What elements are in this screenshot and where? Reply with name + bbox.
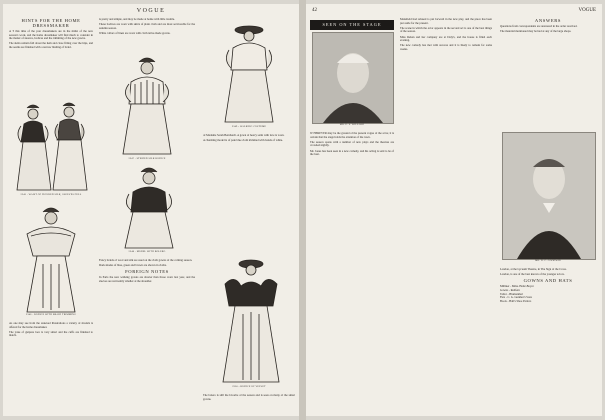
portrait-photo <box>312 32 394 124</box>
list-item: Milliner - Mme. Heitz-Boyer <box>500 284 534 289</box>
list-item: Tailor - Blumenthal <box>500 291 523 296</box>
column-left-top <box>9 18 93 98</box>
section-banner: SEEN ON THE STAGE <box>310 20 394 30</box>
paragraph: Mansfield had refused to put forward in the new play, and the piece has been put aside for the present. <box>400 18 492 25</box>
portrait-figure <box>503 133 595 259</box>
paragraph: Questions from correspondents are answered in the order received. <box>500 24 578 28</box>
figure-caption: 2348 - MODEL WITH BOLERO <box>128 250 166 253</box>
portrait-photo <box>502 132 596 260</box>
figure-caption: 2350 - BODICE OF VELVET <box>232 385 266 388</box>
column-right-middle <box>203 134 295 246</box>
list-item: Furs - C. G. Gunther's Sons <box>500 295 532 300</box>
paragraph: The material mentioned may be had at any of the large shops. <box>500 29 572 34</box>
column-right-bottom <box>203 394 295 414</box>
column-middle-bottom <box>99 259 195 411</box>
subheading: FOREIGN NOTES <box>125 269 169 275</box>
column-left-text <box>310 132 394 412</box>
fashion-illustration-striped <box>111 56 185 156</box>
fashion-illustration-hat <box>215 20 285 124</box>
figure-caption: 2349 - WALKING COSTUME <box>231 125 267 128</box>
paragraph: Miss Rehan and her company are at Daly's, and the house is filled each evening. <box>400 34 492 43</box>
fashion-illustration-bolero <box>113 166 185 250</box>
column-heading: ANSWERS <box>534 18 562 23</box>
paragraph: of Madame Sarah Bernhardt. A gown of heavy satin with lace is worn. <box>203 134 285 137</box>
paragraph: Mr. Jones has been seen in a new comedy, and his acting is said to be of the best. <box>310 148 394 157</box>
column-middle-top <box>99 18 195 54</box>
paragraph: The bolero is still the favorite of the season and is seen on many of the smart gowns. <box>203 394 295 401</box>
paragraph: The new comedy has met with success and it is likely to remain for some weeks. <box>400 43 492 51</box>
paragraph: The skirts remain full about the hem and close fitting over the hips, and the seams are finished with a narrow binding of braid. <box>9 41 93 49</box>
binding-gutter <box>299 0 306 420</box>
left-page <box>3 4 299 416</box>
figure-caption: 2345 - WAIST OF FIGURED SILK, SLEEVES FULL <box>20 193 82 196</box>
paragraph: W HEREVER may be the ground of the present vogue of the actor, it is certain that the stage holds the attention of the town. <box>310 132 394 139</box>
right-page <box>306 4 602 416</box>
figure-caption: 2346 - BODICE WITH BRAID TRIMMING <box>25 313 76 316</box>
article-heading: HINTS FOR THE HOME DRESSMAKER <box>21 18 81 28</box>
paragraph: In Paris the new walking gowns are shorter than those worn last year, and the sleeves are noticeably smaller at the shoulder. <box>99 275 195 283</box>
paragraph: Fancy braids of wool and silk are used on the cloth gowns of the coming season. <box>99 259 193 262</box>
list-item: Gowns - Redfern <box>500 287 520 292</box>
paragraph: The season opens with a number of new plays and the theatres are crowded nightly. <box>310 139 394 148</box>
fashion-illustration-cape <box>13 204 91 314</box>
list-heading: GOWNS AND HATS <box>523 278 573 284</box>
fashion-illustration-puffed-sleeves <box>215 254 287 384</box>
paragraph: These bodices are worn with skirts of plain cloth and are most serviceable for the autumn season. <box>99 22 195 30</box>
column-right-bottom <box>500 268 596 412</box>
column-middle-text <box>400 18 492 412</box>
paragraph: The yoke of guipure lace is very smart and the cuffs are finished to match. <box>9 329 93 338</box>
figure-caption: 2347 - STRIPED SILK BODICE <box>128 157 166 160</box>
paragraph: London, is one of the best known of the younger actors. <box>500 272 565 277</box>
paragraph: As one may see from the annexed illustrations a variety of models is offered for the home dressmaker. <box>9 322 93 329</box>
fashion-illustration-pair <box>11 100 91 192</box>
column-left-bottom <box>9 322 93 412</box>
portrait-figure <box>313 33 393 123</box>
paragraph: London, at the Lyceum Theatre, in The Sign of the Cross. <box>500 268 567 271</box>
running-head: VOGUE <box>578 8 596 13</box>
paragraph: Dark shades of blue, green and brown are shown in cloths. <box>99 263 167 268</box>
photo-caption: MR. N. C. GOODWIN <box>535 259 561 262</box>
running-head: VOGUE <box>136 8 166 14</box>
list-item: Boots - Hall's Shoe Parlors <box>500 298 532 303</box>
paragraph: A charming model is of pale blue cloth trimmed with bands of white. <box>203 138 283 143</box>
paragraph: A T this time of the year dressmakers are in the midst of the new season's work, and the home dressmaker will find much to consider in the matter of sleeves, bodices and the trimming of the new gowns. <box>9 29 93 41</box>
page-number: 42 <box>312 8 317 13</box>
column-right-top <box>500 18 596 128</box>
paragraph: is pretty and simple, and may be made at home with little trouble. <box>99 18 175 21</box>
photo-caption: MR. E. S. WILLARD <box>339 123 365 126</box>
paragraph: White collars of linen are worn with cloth tailor-made gowns. <box>99 30 171 35</box>
paragraph: The scene in which the actor appears in the second act is one of the best things of the season. <box>400 25 492 34</box>
